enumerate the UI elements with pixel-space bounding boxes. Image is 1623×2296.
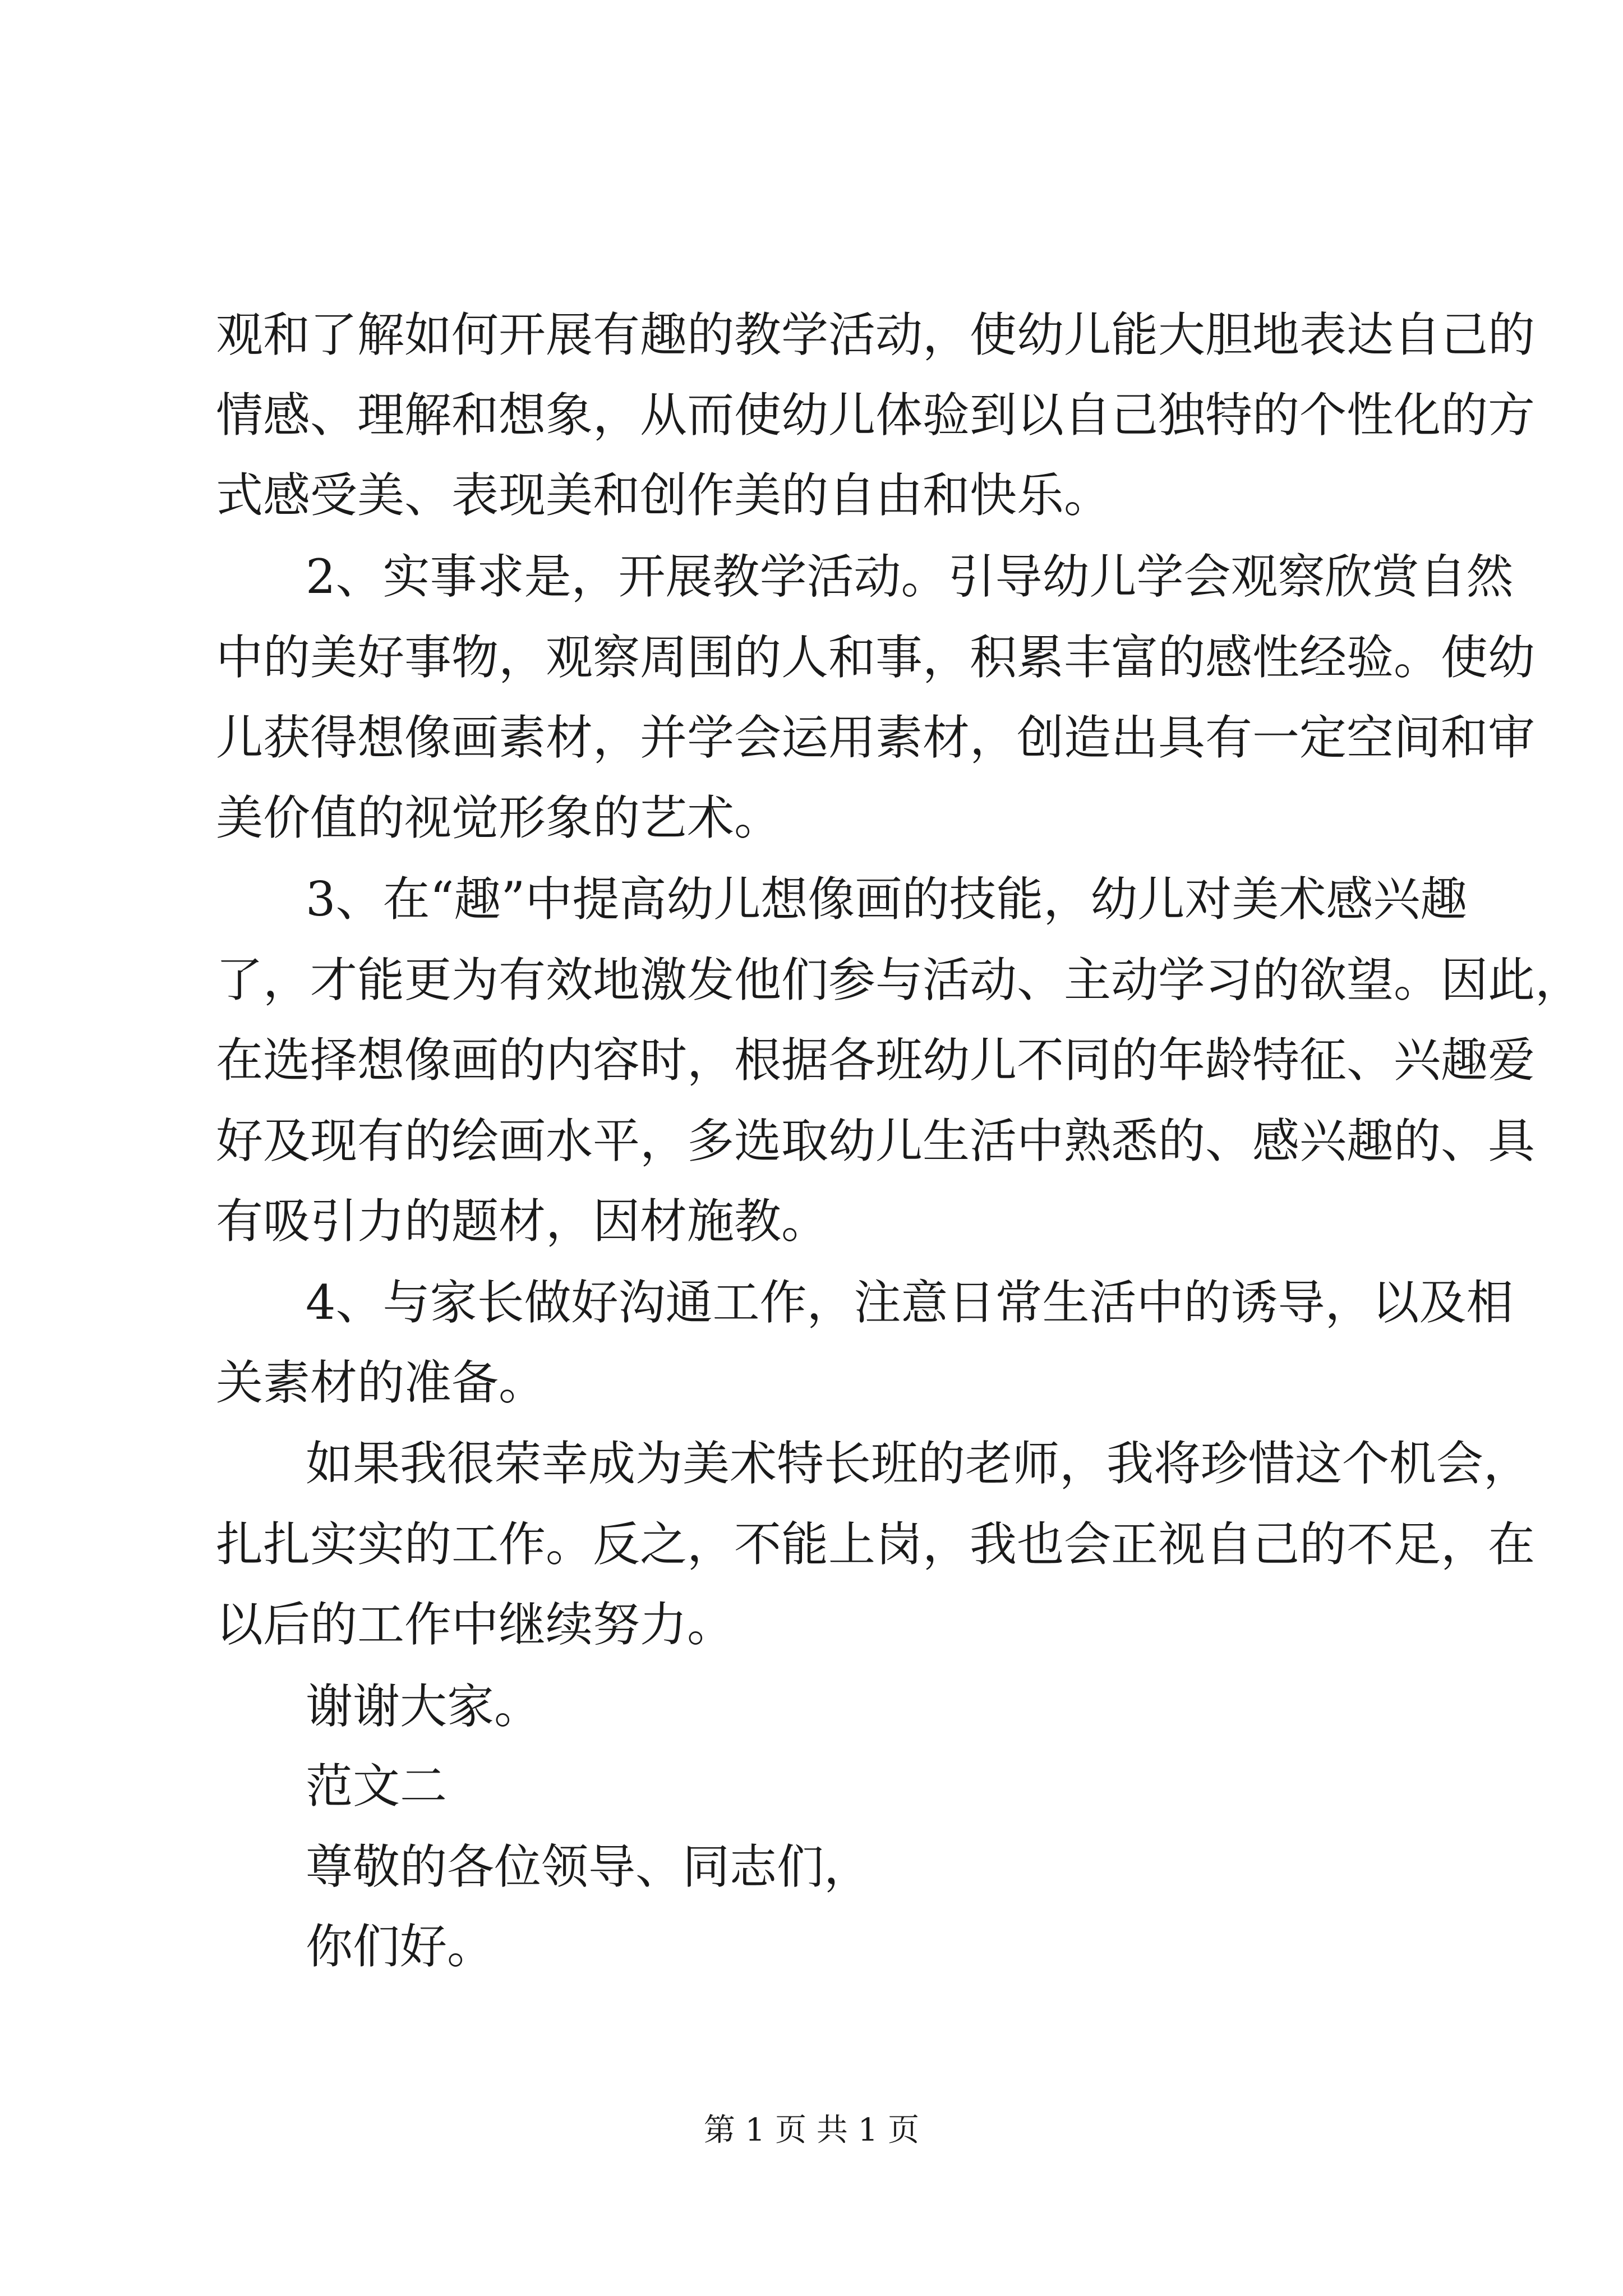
paragraph-line: 美价值的视觉形象的艺术。	[216, 790, 782, 845]
paragraph-line: 中的美好事物，观察周围的人和事，积累丰富的感性经验。使幼	[216, 630, 1536, 685]
salutation: 尊敬的各位领导、同志们，	[306, 1839, 872, 1894]
greeting: 你们好。	[306, 1919, 495, 1974]
paragraph-line: 式感受美、表现美和创作美的自由和快乐。	[216, 468, 1112, 523]
paragraph-line: 观和了解如何开展有趣的教学活动，使幼儿能大胆地表达自己的	[216, 307, 1536, 362]
page-footer: 第 1 页 共 1 页	[703, 2112, 920, 2148]
paragraph-line: 3、在“趣”中提高幼儿想像画的技能，幼儿对美术感兴趣	[306, 872, 1468, 927]
paragraph-line: 2、实事求是，开展教学活动。引导幼儿学会观察欣赏自然	[306, 549, 1514, 604]
paragraph-line: 儿获得想像画素材，并学会运用素材，创造出具有一定空间和审	[216, 710, 1536, 765]
paragraph-line: 以后的工作中继续努力。	[216, 1597, 735, 1652]
paragraph-line: 4、与家长做好沟通工作，注意日常生活中的诱导，以及相	[306, 1275, 1514, 1330]
paragraph-line: 情感、理解和想象，从而使幼儿体验到以自己独特的个性化的方	[216, 388, 1536, 443]
paragraph-line: 扎扎实实的工作。反之，不能上岗，我也会正视自己的不足，在	[216, 1517, 1536, 1572]
paragraph-line: 好及现有的绘画水平，多选取幼儿生活中熟悉的、感兴趣的、具	[216, 1114, 1536, 1168]
closing-thanks: 谢谢大家。	[306, 1679, 542, 1734]
paragraph-line: 关素材的准备。	[216, 1355, 546, 1410]
section-heading: 范文二	[306, 1759, 448, 1814]
paragraph-line: 了，才能更为有效地激发他们参与活动、主动学习的欲望。因此，	[216, 953, 1583, 1007]
paragraph-line: 如果我很荣幸成为美术特长班的老师，我将珍惜这个机会，	[306, 1436, 1531, 1491]
paragraph-line: 有吸引力的题材，因材施教。	[216, 1194, 829, 1249]
paragraph-line: 在选择想像画的内容时，根据各班幼儿不同的年龄特征、兴趣爱	[216, 1033, 1536, 1088]
